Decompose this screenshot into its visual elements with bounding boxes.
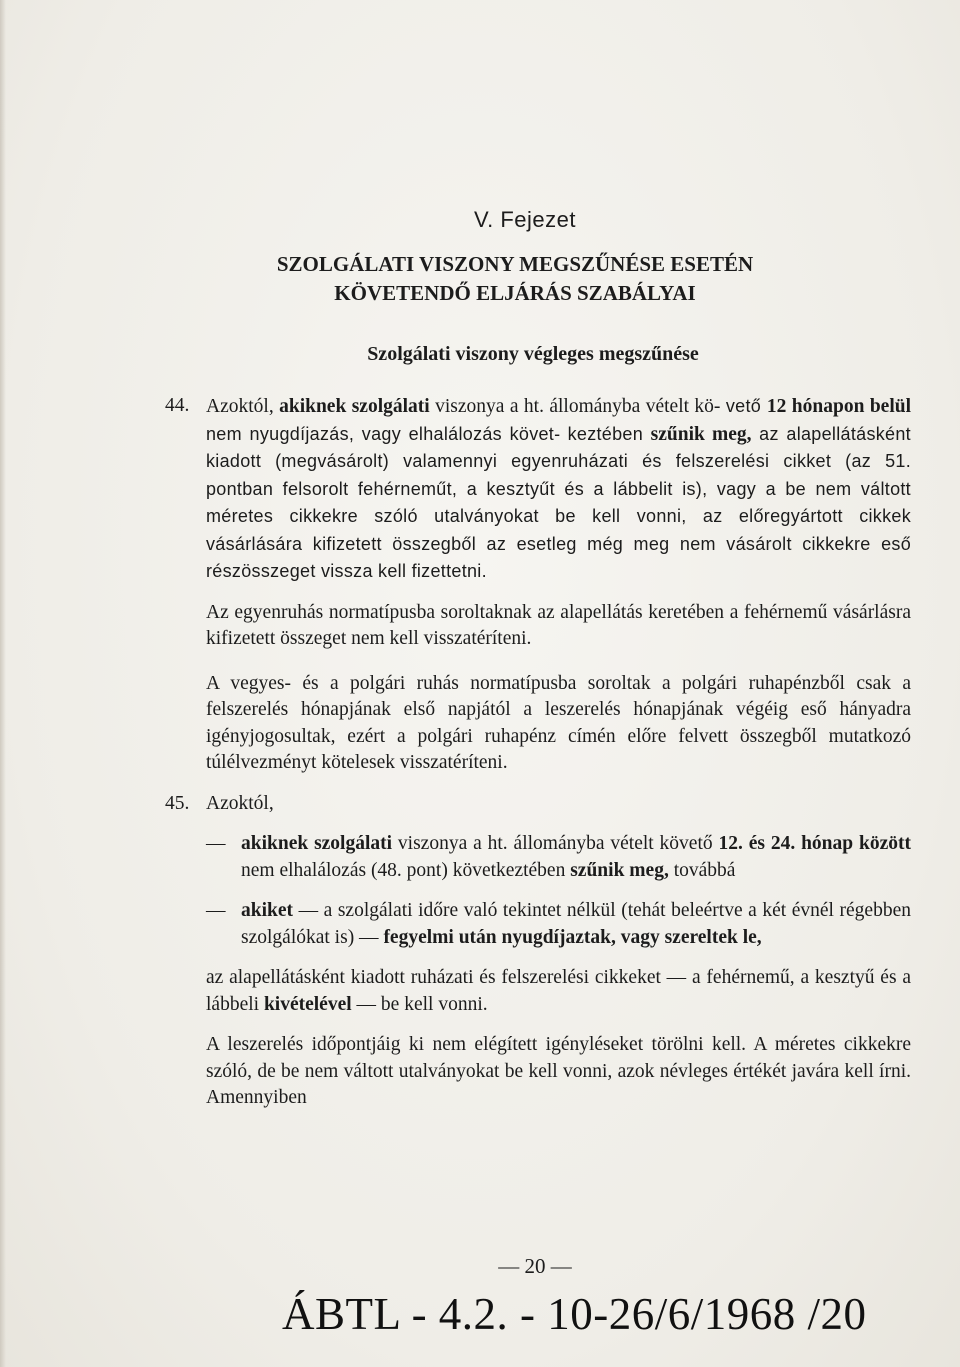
list-item [206, 831, 915, 884]
chapter-heading: V. Fejezet [473, 207, 577, 232]
section-title [0, 250, 960, 308]
paragraph-44-uniform: Az egyenruhás normatípusba soroltaknak az alapellátás keretében a fehérnemű vásárlásra kifizetett összeget nem kell visszatéríteni. [206, 601, 911, 649]
section-title-line-2: KÖVETENDŐ ELJÁRÁS SZABÁLYAI [334, 281, 696, 305]
paragraph-intro: Azoktól, [206, 792, 274, 814]
page-edge-shadow [0, 0, 6, 1367]
paragraph-number: 44. [165, 395, 190, 416]
list-item-text: akiknek szolgálati viszonya a ht. állományba vételt követő 12. és 24. hónap között nem elhalálozás (48. pont) következtében szűnik meg, továbbá [241, 833, 911, 881]
paragraph-45-claims: A leszerelés időpontjáig ki nem elégített igényléseket törölni kell. A méretes cikkekre szóló, de be nem váltott utalványokat be kell vonni, azok névleges értékét javára kell írni. Amennyiben [206, 1034, 911, 1108]
archive-stamp: ÁBTL - 4.2. - 10-26/6/1968 /20 [282, 1289, 867, 1339]
document-body [165, 393, 915, 1112]
dash-marker: — [206, 833, 226, 854]
section-title-line-1: SZOLGÁLATI VISZONY MEGSZŰNÉSE ESETÉN [276, 252, 754, 276]
page-number: — 20 — [498, 1254, 572, 1278]
paragraph-45 [165, 791, 915, 818]
list-item-text: akiket — a szolgálati időre való tekintet nélkül (tehát beleértve a két évnél régebben szolgálókat is) — fegyelmi után nyugdíjaztak, vagy szereltek le, [241, 900, 911, 948]
list-item [206, 898, 915, 951]
dash-marker: — [206, 900, 226, 921]
paragraph-44 [165, 393, 915, 586]
paragraph-44-civilian: A vegyes- és a polgári ruhás normatípusba soroltak a polgári ruhapénzből csak a felszerelés hónapjának első napjától a leszerelés hónapjának végéig eső hányadra igényjogosultak, ezért a polgári ruhapénz címén előre felvett összegből mutatkozó túlélvezményt kötelesek visszatéríteni. [206, 672, 911, 773]
subsection-title: Szolgálati viszony végleges megszűnése [367, 343, 699, 365]
paragraph-text: Azoktól, akiknek szolgálati viszonya a ht. állományba vételt kö- vető 12 hónapon belül nem nyugdíjazás, vagy elhalálozás követ- keztében szűnik meg, az alapellátásként kiadott (megvásárolt) valamennyi egyenruházati és felszerelési cikket (az 51. pontban felsorolt fehérneműt, a kesztyűt és a lábbelit is), vagy a be nem váltott méretes cikkekre szóló utalványokat be kell vonni, az előregyártott cikkek vásárlására kifizetett összegből az esetleg még meg nem vásárolt cikkekre eső részösszeget vissza kell fizettetni. [206, 396, 912, 581]
paragraph-number: 45. [165, 792, 190, 814]
paragraph-45-withdraw: az alapellátásként kiadott ruházati és felszerelési cikkeket — a fehérnemű, a kesztyű és a lábbeli kivételével — be kell vonni. [206, 967, 911, 1015]
